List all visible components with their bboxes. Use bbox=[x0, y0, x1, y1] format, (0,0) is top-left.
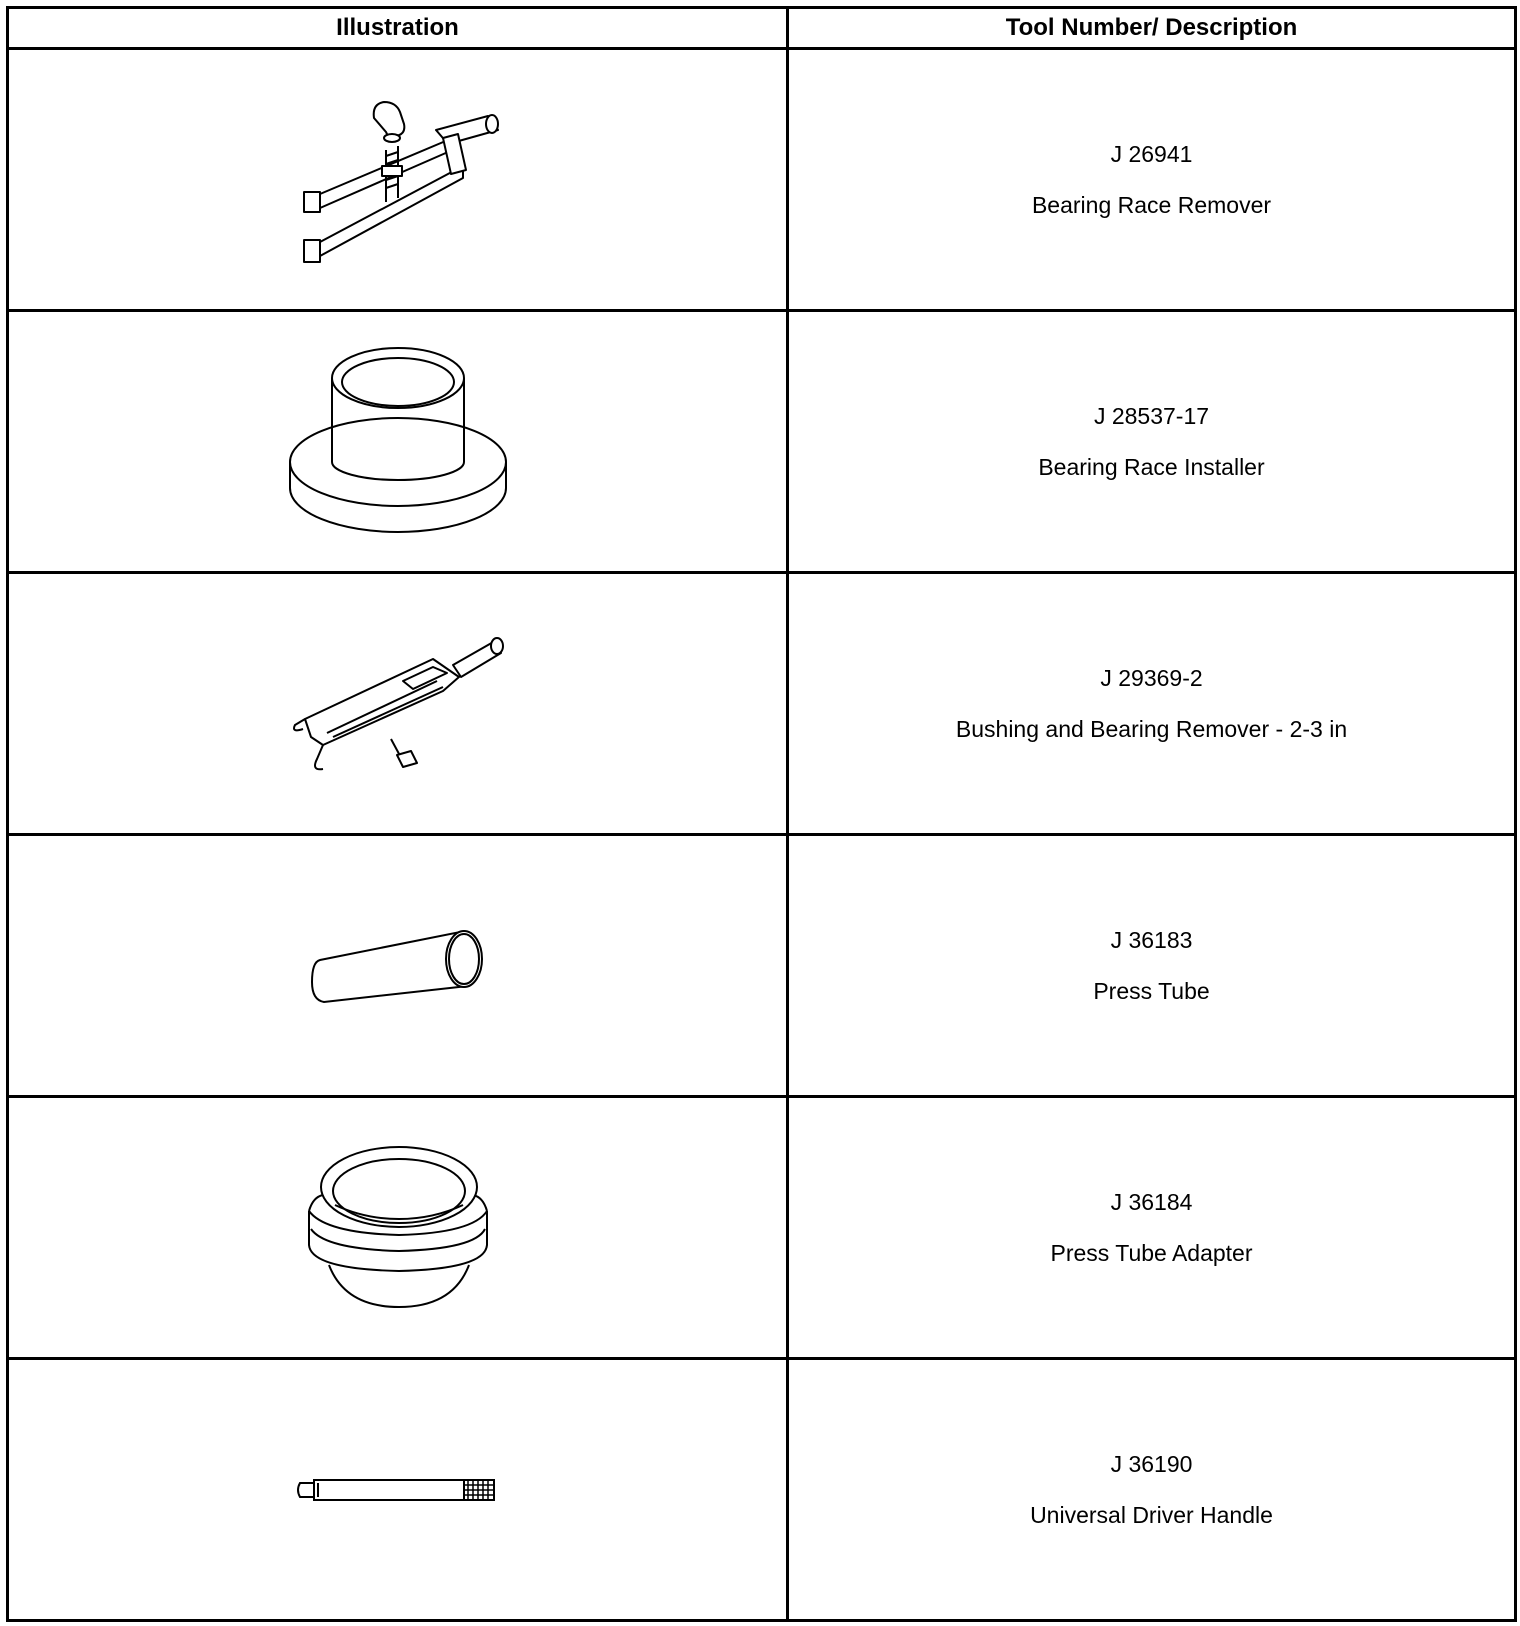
description-cell bbox=[788, 573, 1516, 835]
tool-description: Bushing and Bearing Remover - 2-3 in bbox=[955, 715, 1348, 742]
tool-number: J 36183 bbox=[1110, 926, 1193, 953]
illustration-cell bbox=[8, 1097, 788, 1359]
tool-number: J 28537-17 bbox=[1093, 402, 1210, 429]
tool-number: J 36190 bbox=[1110, 1450, 1193, 1477]
illustration-cell bbox=[8, 1359, 788, 1621]
tool-description: Press Tube Adapter bbox=[1050, 1239, 1253, 1266]
tool-description: Press Tube bbox=[1093, 977, 1210, 1004]
tool-description: Universal Driver Handle bbox=[1030, 1501, 1273, 1528]
table-row bbox=[8, 1359, 1516, 1621]
special-tools-table bbox=[6, 6, 1517, 1622]
description-cell bbox=[788, 311, 1516, 573]
tool-description: Bearing Race Installer bbox=[1038, 453, 1265, 480]
bushing-bearing-remover-icon bbox=[283, 629, 513, 779]
bearing-race-installer-icon bbox=[286, 344, 510, 540]
table-row bbox=[8, 49, 1516, 311]
illustration-cell bbox=[8, 49, 788, 311]
tool-number: J 29369-2 bbox=[1100, 664, 1203, 691]
description-cell bbox=[788, 1097, 1516, 1359]
illustration-cell bbox=[8, 573, 788, 835]
table-row bbox=[8, 311, 1516, 573]
illustration-cell bbox=[8, 311, 788, 573]
table-row bbox=[8, 1097, 1516, 1359]
description-cell bbox=[788, 835, 1516, 1097]
tool-number: J 26941 bbox=[1110, 140, 1193, 167]
header-row bbox=[8, 8, 1516, 49]
press-tube-adapter-icon bbox=[305, 1145, 491, 1311]
description-cell bbox=[788, 49, 1516, 311]
table-row bbox=[8, 573, 1516, 835]
header-description: Tool Number/ Description bbox=[788, 8, 1516, 49]
description-cell bbox=[788, 1359, 1516, 1621]
tool-number: J 36184 bbox=[1110, 1188, 1193, 1215]
bearing-race-remover-icon bbox=[288, 90, 508, 270]
universal-driver-handle-icon bbox=[296, 1475, 500, 1505]
header-illustration: Illustration bbox=[8, 8, 788, 49]
illustration-cell bbox=[8, 835, 788, 1097]
press-tube-icon bbox=[308, 926, 488, 1006]
tool-description: Bearing Race Remover bbox=[1031, 191, 1272, 218]
table-row bbox=[8, 835, 1516, 1097]
